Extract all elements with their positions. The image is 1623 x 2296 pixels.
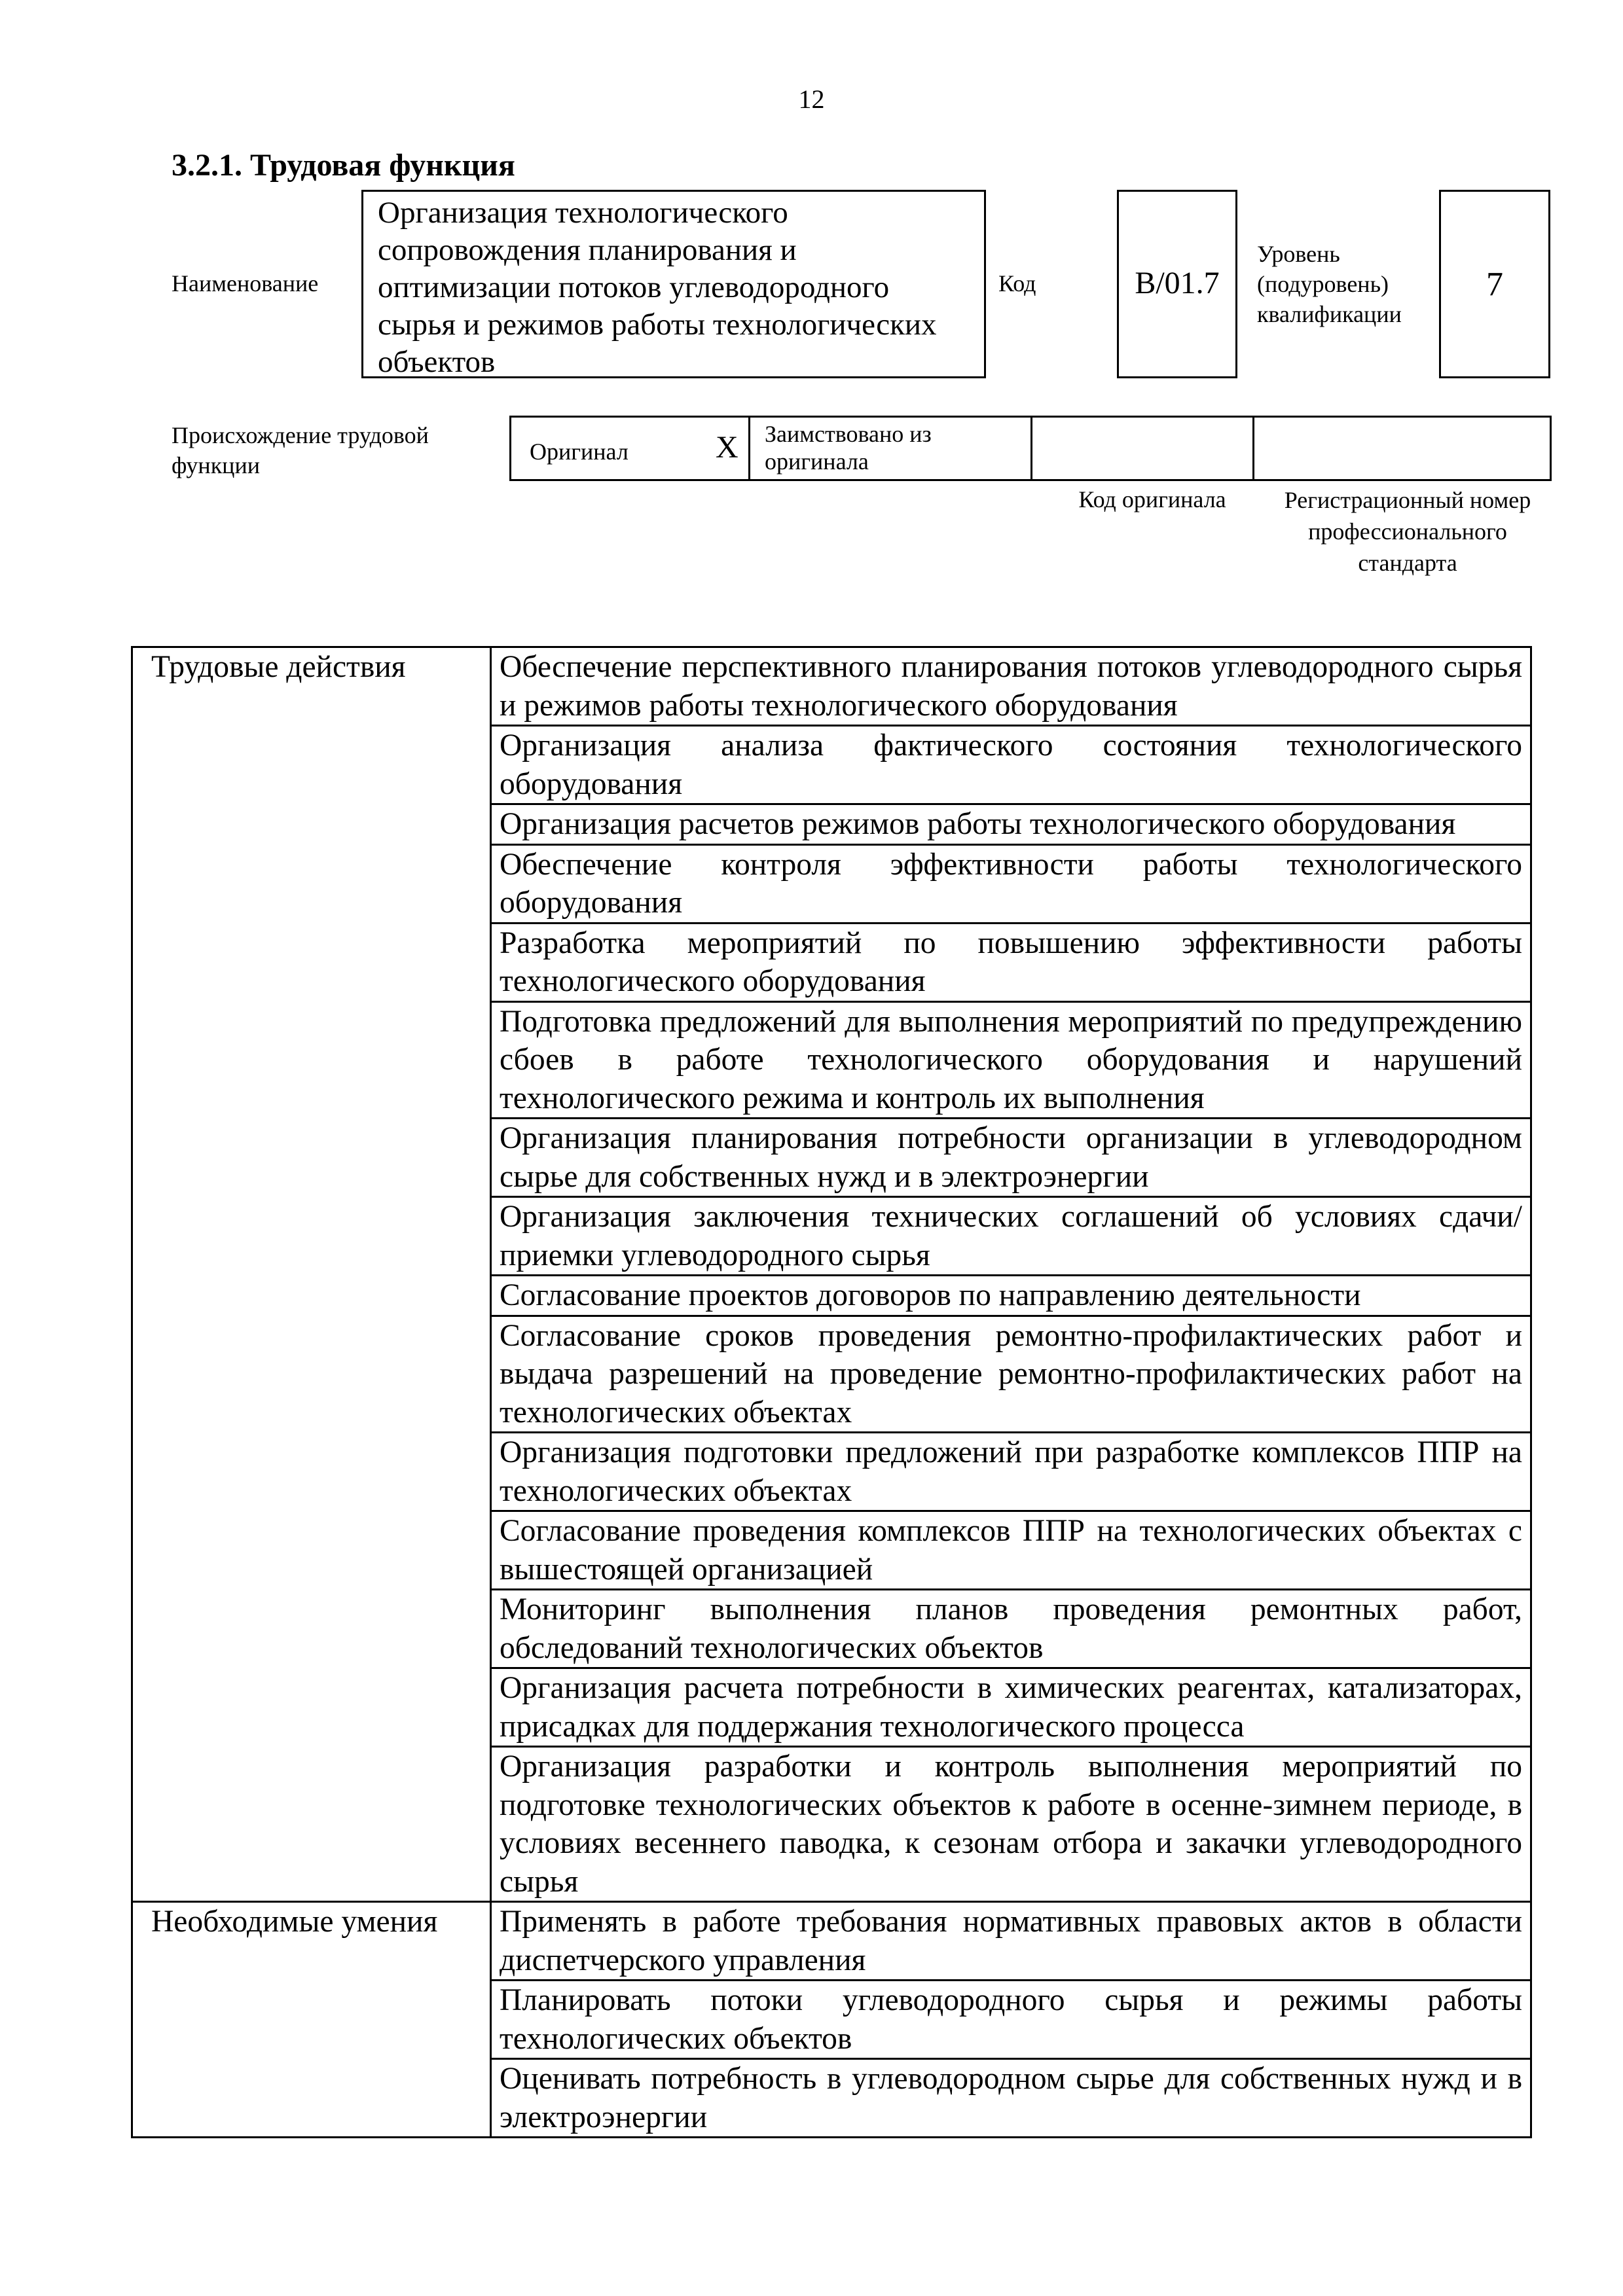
origin-table xyxy=(509,416,1552,481)
table-cell: Обеспечение перспективного планирования потоков углеводородного сырья и режимов работы технологического оборудования xyxy=(491,647,1531,726)
table-cell: Согласование сроков проведения ремонтно-профилактических работ и выдача разрешений на проведение ремонтно-профилактических работ на технологических объектах xyxy=(491,1316,1531,1433)
name-label: Наименование xyxy=(172,270,319,296)
level-box xyxy=(1439,190,1550,378)
table-cell: Разработка мероприятий по повышению эффективности работы технологического оборудования xyxy=(491,923,1531,1001)
table-cell: Организация расчета потребности в химических реагентах, катализаторах, присадках для поддержания технологического процесса xyxy=(491,1668,1531,1747)
table-cell: Организация заключения технических соглашений об условиях сдачи/приемки углеводородного сырья xyxy=(491,1197,1531,1276)
table-cell: Оценивать потребность в углеводородном сырье для собственных нужд и в электроэнергии xyxy=(491,2059,1531,2138)
table-row xyxy=(132,647,1531,726)
name-box xyxy=(361,190,986,378)
table-cell: Организация анализа фактического состояния технологического оборудования xyxy=(491,726,1531,804)
borrowed-label: Заимствовано из оригинала xyxy=(765,421,932,475)
section-title: 3.2.1. Трудовая функция xyxy=(172,148,515,183)
code-value: B/01.7 xyxy=(1135,266,1220,300)
code-label: Код xyxy=(998,270,1036,296)
table-cell: Организация расчетов режимов работы технологического оборудования xyxy=(491,804,1531,845)
borrowed-cell xyxy=(750,417,1032,480)
table-cell: Планировать потоки углеводородного сырья и режимы работы технологических объектов xyxy=(491,1981,1531,2059)
section-title-skills: Необходимые умения xyxy=(132,1902,491,2138)
table-cell: Подготовка предложений для выполнения мероприятий по предупреждению сбоев в работе технологического оборудования и нарушений технологического режима и контроль их выполнения xyxy=(491,1001,1531,1119)
table-cell: Организация подготовки предложений при разработке комплексов ППР на технологических объектах xyxy=(491,1433,1531,1511)
functions-table xyxy=(131,646,1532,2138)
original-mark: X xyxy=(716,430,739,465)
reg-number-cell xyxy=(1254,417,1551,480)
code-original-caption: Код оригинала xyxy=(1078,486,1226,512)
table-cell: Согласование проектов договоров по направлению деятельности xyxy=(491,1276,1531,1316)
level-label: Уровень (подуровень) квалификации xyxy=(1257,241,1402,327)
table-cell: Организация планирования потребности организации в углеводородном сырье для собственных нужд и в электроэнергии xyxy=(491,1119,1531,1197)
table-row xyxy=(132,1902,1531,1981)
reg-number-caption: Регистрационный номер профессионального стандарта xyxy=(1284,487,1531,576)
original-cell xyxy=(511,417,750,480)
table-cell: Применять в работе требования нормативных правовых актов в области диспетчерского управления xyxy=(491,1902,1531,1981)
table-cell: Мониторинг выполнения планов проведения ремонтных работ, обследований технологических объектов xyxy=(491,1590,1531,1668)
function-name: Организация технологического сопровождения планирования и оптимизации потоков углеводородного сырья и режимов работы технологических объектов xyxy=(378,196,937,379)
table-cell: Обеспечение контроля эффективности работы технологического оборудования xyxy=(491,844,1531,923)
table-cell: Организация разработки и контроль выполнения мероприятий по подготовке технологических объектов к работе в осенне-зимнем периоде, в условиях весеннего паводка, к сезонам отбора и закачки углеводородного сырья xyxy=(491,1747,1531,1902)
section-title-labor-actions: Трудовые действия xyxy=(132,647,491,1902)
page-number: 12 xyxy=(798,84,825,114)
code-box xyxy=(1117,190,1237,378)
origin-label: Происхождение трудовой функции xyxy=(172,422,429,478)
original-label: Оригинал xyxy=(530,439,629,465)
level-value: 7 xyxy=(1486,266,1503,303)
table-cell: Согласование проведения комплексов ППР на технологических объектах с вышестоящей организацией xyxy=(491,1511,1531,1590)
code-original-cell xyxy=(1032,417,1254,480)
